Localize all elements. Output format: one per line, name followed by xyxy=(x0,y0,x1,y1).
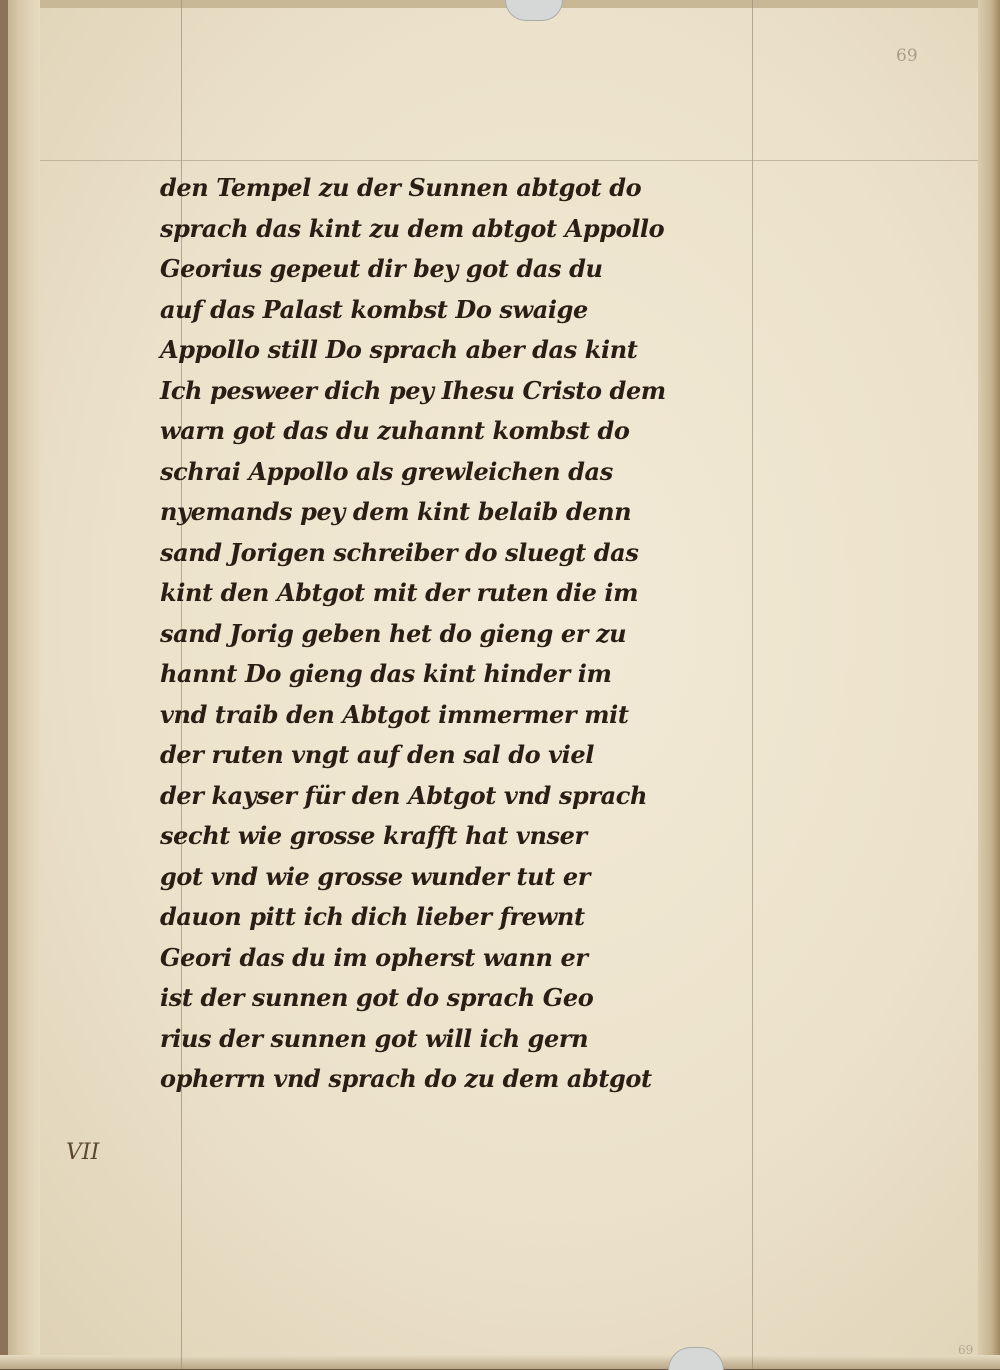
book-clip-bottom xyxy=(668,1347,724,1370)
text-line: got vnd wie grosse wunder tut er xyxy=(160,861,590,891)
text-line: opherrn vnd sprach do zu dem abtgot xyxy=(160,1064,652,1093)
text-line: den Tempel zu der Sunnen abtgot do xyxy=(160,173,642,202)
page-left-edge xyxy=(0,0,8,1369)
page-bottom-edge xyxy=(0,1355,1000,1369)
text-line: warn got das du zuhannt kombst do xyxy=(160,416,630,445)
text-line: dauon pitt ich dich lieber frewnt xyxy=(160,902,585,931)
text-line: Georius gepeut dir bey got das du xyxy=(160,254,603,283)
folio-number-bottom: 69 xyxy=(958,1343,974,1357)
text-line: Geori das du im opherst wann er xyxy=(160,942,588,972)
page-fore-edge xyxy=(978,0,1000,1369)
text-line: auf das Palast kombst Do swaige xyxy=(160,294,588,324)
text-line: sand Jorig geben het do gieng er zu xyxy=(160,618,627,648)
text-line: sand Jorigen schreiber do sluegt das xyxy=(160,537,639,567)
book-clip-top xyxy=(505,0,563,21)
folio-number: 69 xyxy=(896,46,918,66)
text-line: secht wie grosse krafft hat vnser xyxy=(160,821,587,850)
text-line: vnd traib den Abtgot immermer mit xyxy=(160,699,629,729)
text-line: ist der sunnen got do sprach Geo xyxy=(160,983,594,1012)
text-line: sprach das kint zu dem abtgot Appollo xyxy=(160,213,665,243)
text-line: der kayser für den Abtgot vnd sprach xyxy=(160,780,647,810)
text-line: hannt Do gieng das kint hinder im xyxy=(160,659,612,688)
text-line: Ich pesweer dich pey Ihesu Cristo dem xyxy=(160,375,666,405)
manuscript-text-block xyxy=(160,168,800,1100)
text-line: Appollo still Do sprach aber das kint xyxy=(160,335,638,364)
page-top-edge xyxy=(0,0,1000,8)
text-line: rius der sunnen got will ich gern xyxy=(160,1023,589,1053)
quire-mark: VII xyxy=(66,1140,100,1165)
ruling-top xyxy=(40,160,978,161)
text-line: schrai Appollo als grewleichen das xyxy=(160,456,613,486)
text-line: kint den Abtgot mit der ruten die im xyxy=(160,578,639,607)
text-line: der ruten vngt auf den sal do viel xyxy=(160,740,594,769)
text-line: nyemands pey dem kint belaib denn xyxy=(160,497,632,526)
